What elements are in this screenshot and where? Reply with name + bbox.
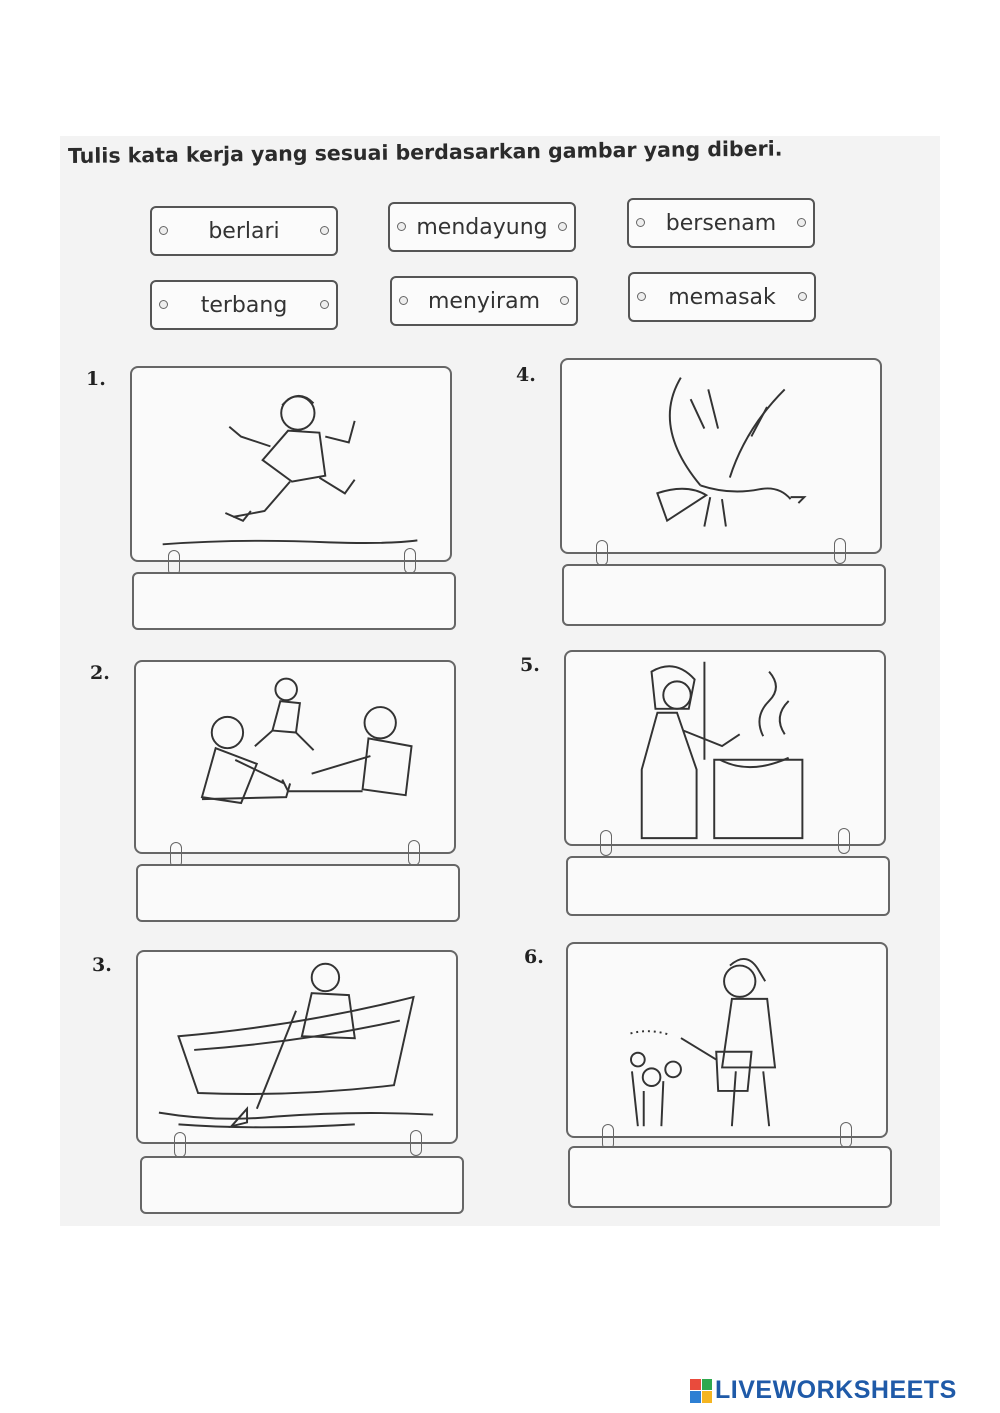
- word-bank-terbang: [150, 280, 338, 330]
- word-label: berlari: [208, 218, 280, 244]
- rivet-icon: [320, 300, 329, 309]
- ring-icon: [408, 840, 420, 866]
- answer-box-6[interactable]: [568, 1146, 892, 1208]
- ring-icon: [834, 538, 846, 564]
- rivet-icon: [636, 218, 645, 227]
- picture-children-exercising: [134, 660, 456, 854]
- answer-box-4[interactable]: [562, 564, 886, 626]
- word-bank-berlari: [150, 206, 338, 256]
- picture-boy-running: [130, 366, 452, 562]
- rivet-icon: [397, 222, 406, 231]
- word-bank-menyiram: [390, 276, 578, 326]
- liveworksheets-logo-icon: [690, 1379, 712, 1403]
- word-label: terbang: [200, 292, 288, 318]
- rivet-icon: [159, 226, 168, 235]
- question-number-6: 6.: [524, 946, 544, 968]
- liveworksheets-logo: [690, 1376, 957, 1405]
- ring-icon: [410, 1130, 422, 1156]
- picture-girl-watering-plants: [566, 942, 888, 1138]
- word-label: menyiram: [428, 288, 540, 314]
- answer-box-3[interactable]: [140, 1156, 464, 1214]
- answer-box-5[interactable]: [566, 856, 890, 916]
- word-bank-mendayung: [388, 202, 576, 252]
- rivet-icon: [159, 300, 168, 309]
- rivet-icon: [399, 296, 408, 305]
- ring-icon: [838, 828, 850, 854]
- word-label: memasak: [668, 284, 776, 310]
- question-number-4: 4.: [516, 364, 536, 386]
- rivet-icon: [320, 226, 329, 235]
- rivet-icon: [797, 218, 806, 227]
- rivet-icon: [798, 292, 807, 301]
- ring-icon: [596, 540, 608, 566]
- picture-woman-cooking: [564, 650, 886, 846]
- question-number-3: 3.: [92, 954, 112, 976]
- brand-name: LIVEWORKSHEETS: [715, 1376, 957, 1404]
- ring-icon: [174, 1132, 186, 1158]
- answer-box-1[interactable]: [132, 572, 456, 630]
- question-number-1: 1.: [86, 368, 106, 390]
- answer-box-2[interactable]: [136, 864, 460, 922]
- question-number-2: 2.: [90, 662, 110, 684]
- rivet-icon: [558, 222, 567, 231]
- ring-icon: [600, 830, 612, 856]
- ring-icon: [404, 548, 416, 574]
- word-bank-memasak: [628, 272, 816, 322]
- instruction-text: Tulis kata kerja yang sesuai berdasarkan gambar yang diberi.: [67, 136, 783, 168]
- picture-boy-rowing-boat: [136, 950, 458, 1144]
- rivet-icon: [637, 292, 646, 301]
- rivet-icon: [560, 296, 569, 305]
- word-bank-bersenam: [627, 198, 815, 248]
- picture-eagle-flying: [560, 358, 882, 554]
- word-label: bersenam: [665, 210, 777, 236]
- word-label: mendayung: [416, 214, 548, 240]
- question-number-5: 5.: [520, 654, 540, 676]
- ring-icon: [840, 1122, 852, 1148]
